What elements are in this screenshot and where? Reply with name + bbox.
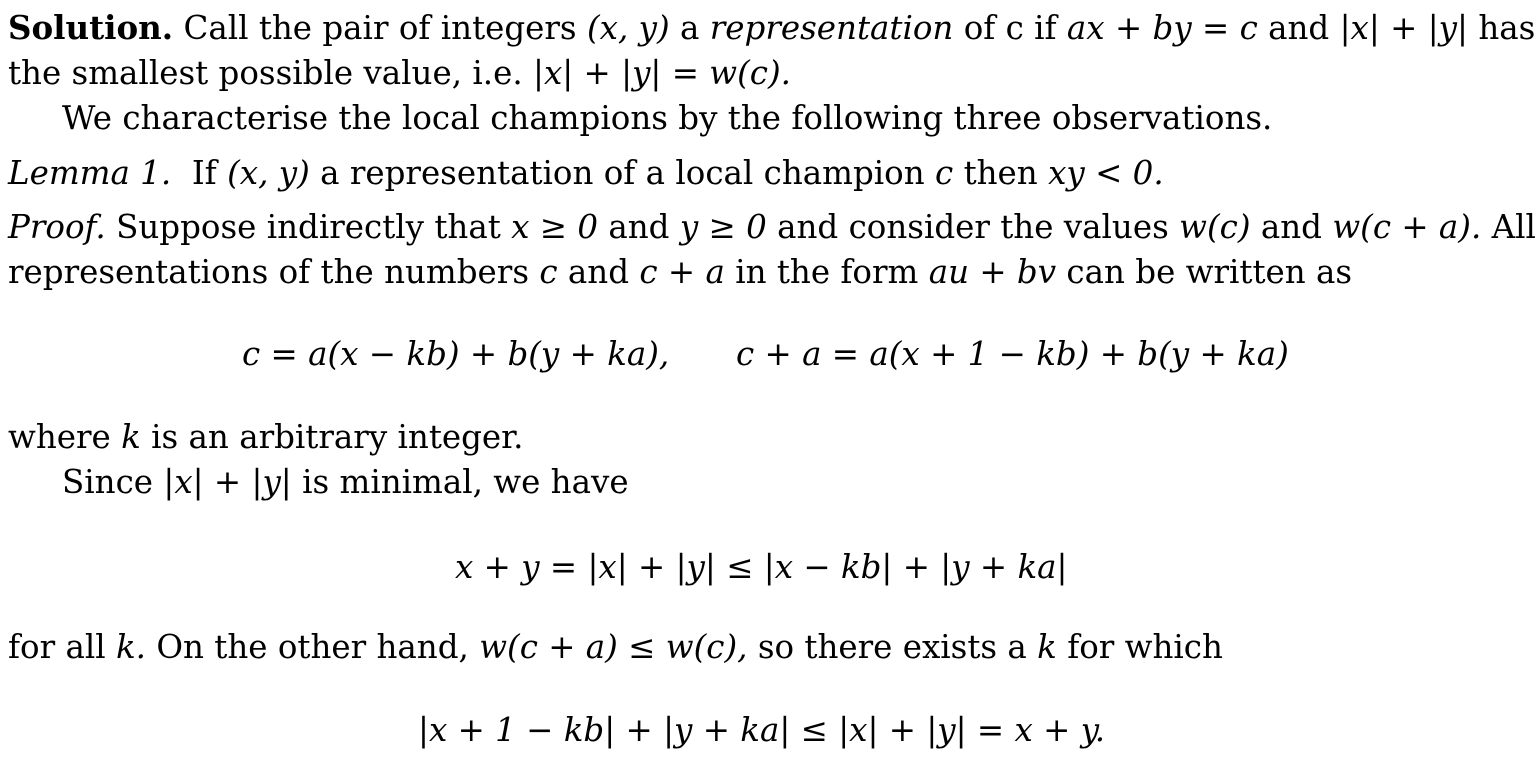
text: and bbox=[608, 208, 670, 246]
display-equation-2: x + y = |x| + |y| ≤ |x − kb| + |y + ka| bbox=[455, 548, 1068, 586]
math-pair: (x, y) bbox=[586, 9, 670, 47]
text: has bbox=[1478, 9, 1536, 47]
text: in the form bbox=[735, 253, 919, 291]
text: a bbox=[680, 9, 700, 47]
text: so there exists a bbox=[757, 628, 1027, 666]
math-expr: w(c + a). bbox=[1332, 208, 1482, 246]
intro-paragraph bbox=[62, 99, 1273, 137]
lemma-1 bbox=[8, 154, 1164, 192]
intro-text: We characterise the local champions by the following three observations. bbox=[62, 99, 1273, 137]
proof-label: Proof. bbox=[8, 208, 106, 246]
text: and consider the values bbox=[777, 208, 1169, 246]
text: where bbox=[8, 418, 111, 456]
text: and bbox=[1260, 208, 1322, 246]
lemma-label: Lemma 1. bbox=[8, 154, 172, 192]
display-equation-1-left: c = a(x − kb) + b(y + ka), bbox=[242, 335, 670, 373]
text: and bbox=[567, 253, 630, 291]
text: for all bbox=[8, 628, 106, 666]
text: Call the pair of integers bbox=[183, 9, 577, 47]
math-expr: w(c) bbox=[1179, 208, 1251, 246]
solution-label: Solution. bbox=[8, 8, 174, 47]
forall-line bbox=[8, 628, 1223, 666]
text: for which bbox=[1067, 628, 1223, 666]
proof-line-1 bbox=[8, 208, 1536, 246]
math-var: k bbox=[121, 418, 141, 456]
text: All bbox=[1491, 208, 1536, 246]
math-var: k bbox=[1037, 628, 1057, 666]
text: representations of the numbers bbox=[8, 253, 529, 291]
text: If bbox=[191, 154, 217, 192]
text: then bbox=[963, 154, 1038, 192]
proof-line-2 bbox=[8, 253, 1353, 291]
math-abs-sum: |x| + |y| bbox=[1339, 9, 1468, 47]
display-equation-1-right: c + a = a(x + 1 − kb) + b(y + ka) bbox=[736, 335, 1289, 373]
math-condition: xy < 0. bbox=[1048, 154, 1164, 192]
text: of c if bbox=[963, 9, 1057, 47]
text: is an arbitrary integer. bbox=[151, 418, 524, 456]
math-expr: au + bv bbox=[928, 253, 1057, 291]
math-equation: |x| + |y| = w(c). bbox=[533, 54, 791, 92]
math-expr: c + a bbox=[639, 253, 725, 291]
math-var: k. bbox=[115, 628, 147, 666]
text: can be written as bbox=[1066, 253, 1353, 291]
text: a representation of a local champion bbox=[320, 154, 925, 192]
math-inequality: w(c + a) ≤ w(c), bbox=[479, 628, 748, 666]
text: is minimal, we have bbox=[302, 463, 629, 501]
text: the smallest possible value, i.e. bbox=[8, 54, 523, 92]
math-condition: x ≥ 0 bbox=[511, 208, 599, 246]
math-equation: ax + by = c bbox=[1066, 9, 1258, 47]
math-condition: y ≥ 0 bbox=[679, 208, 767, 246]
math-var: c bbox=[539, 253, 558, 291]
math-pair: (x, y) bbox=[227, 154, 310, 192]
solution-line-1 bbox=[8, 8, 1536, 47]
text: Suppose indirectly that bbox=[116, 208, 501, 246]
math-abs-sum: |x| + |y| bbox=[163, 463, 292, 501]
display-equation-3: |x + 1 − kb| + |y + ka| ≤ |x| + |y| = x + y. bbox=[418, 711, 1106, 749]
text: Since bbox=[62, 463, 154, 501]
text: and bbox=[1268, 9, 1330, 47]
math-var: c bbox=[935, 154, 954, 192]
solution-line-2 bbox=[8, 54, 791, 92]
where-line bbox=[8, 418, 524, 456]
text: On the other hand, bbox=[156, 628, 469, 666]
since-line bbox=[62, 463, 629, 501]
representation-term: representation bbox=[709, 9, 954, 47]
